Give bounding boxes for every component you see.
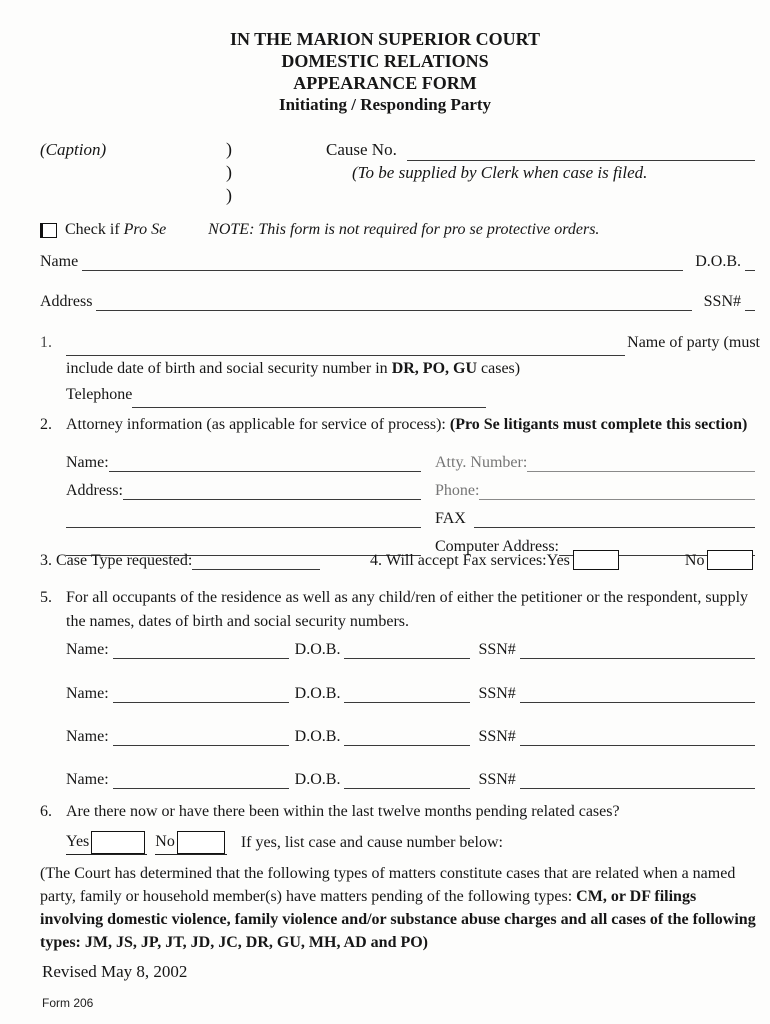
phone-label: Phone: (435, 482, 480, 499)
case-type-label (40, 552, 192, 570)
occupant-ssn-label: SSN# (478, 728, 516, 746)
occupant-4-dob-line[interactable] (344, 770, 470, 789)
fax-no-label: No (684, 552, 705, 569)
item-3-case-type (40, 551, 370, 570)
occupant-name-label: Name: (66, 771, 109, 789)
attorney-address-line-2[interactable] (66, 509, 421, 528)
pro-se-checkbox[interactable] (40, 223, 57, 238)
item-2-attorney-info (40, 416, 755, 556)
occupant-dob-label: D.O.B. (294, 641, 341, 659)
related-yes-label: Yes (66, 833, 90, 850)
attorney-name-label: Name: (66, 454, 109, 471)
fax-services-label (370, 552, 547, 570)
occupant-2-name-line[interactable] (113, 684, 289, 703)
occupant-dob-label: D.O.B. (294, 771, 341, 789)
cause-no-label: Cause No. (326, 140, 397, 159)
ssn-label: SSN# (703, 293, 741, 311)
name-line[interactable] (82, 252, 683, 271)
party-name-row (40, 252, 755, 271)
fax-yes-label: Yes (546, 552, 570, 569)
caption-paren-2: ) (226, 162, 232, 182)
form-number: Form 206 (42, 996, 94, 1010)
phone-line[interactable] (479, 481, 755, 500)
address-line[interactable] (96, 292, 691, 311)
fax-line[interactable] (474, 509, 755, 528)
occupant-3-name-line[interactable] (113, 727, 289, 746)
occupant-2-ssn-line[interactable] (520, 684, 755, 703)
attorney-name-line[interactable] (109, 453, 421, 472)
item-1-suffix: Name of party (must (627, 334, 760, 351)
item-5-number: 5. (40, 589, 52, 606)
check-if-text: Check if (65, 221, 120, 238)
fax-no-checkbox[interactable] (707, 550, 753, 570)
court-title-line: IN THE MARION SUPERIOR COURT (229, 29, 541, 49)
item-6-number: 6. (40, 803, 52, 820)
form-title-block (0, 28, 770, 116)
party-name-line[interactable] (66, 337, 625, 356)
occupant-row-3 (66, 727, 755, 746)
party-type-line: Initiating / Responding Party (278, 95, 492, 114)
cause-no-line[interactable] (407, 142, 755, 161)
occupant-1-ssn-line[interactable] (520, 640, 755, 659)
occupant-row-1 (66, 640, 755, 659)
attorney-address-label: Address: (66, 482, 123, 499)
item-1-case-codes: DR, PO, GU (391, 360, 478, 377)
occupant-row-2 (66, 684, 755, 703)
telephone-line[interactable] (132, 389, 486, 408)
caption-block (40, 138, 755, 207)
atty-number-line[interactable] (527, 453, 755, 472)
pro-se-italic-text: Pro Se (123, 221, 167, 238)
related-no-checkbox[interactable] (177, 831, 225, 854)
court-determination-note (40, 862, 762, 954)
occupant-3-dob-line[interactable] (344, 727, 470, 746)
division-title-line: DOMESTIC RELATIONS (281, 51, 489, 71)
court-note-bold: CM, or DF filings involving domestic violence, family violence and/or substance abuse charges and all cases of the following types: JM, JS, JP, JT, JD, JC, DR, GU, MH, AD and PO) (40, 888, 756, 951)
pro-se-row (40, 221, 755, 239)
fax-label: FAX (435, 510, 466, 527)
pro-se-check-label (65, 221, 166, 239)
occupant-name-label: Name: (66, 685, 109, 703)
occupant-ssn-label: SSN# (478, 685, 516, 703)
occupant-ssn-label: SSN# (478, 641, 516, 659)
item-2-number: 2. (40, 416, 52, 433)
item-4-fax-services (370, 550, 753, 570)
occupant-dob-label: D.O.B. (294, 685, 341, 703)
party-address-row (40, 292, 755, 311)
if-yes-instruction: If yes, list case and cause number below: (240, 834, 503, 851)
occupant-1-name-line[interactable] (113, 640, 289, 659)
occupant-4-name-line[interactable] (113, 770, 289, 789)
telephone-label: Telephone (66, 386, 133, 403)
occupant-1-dob-line[interactable] (344, 640, 470, 659)
related-yes-checkbox[interactable] (91, 831, 145, 854)
occupant-row-4 (66, 770, 755, 789)
dob-label: D.O.B. (695, 253, 741, 271)
caption-paren-3: ) (226, 185, 232, 205)
attorney-name-row (40, 444, 755, 472)
pro-se-note: NOTE: This form is not required for pro se protective orders. (208, 221, 600, 238)
address-label: Address (40, 293, 93, 311)
occupant-name-label: Name: (66, 641, 109, 659)
occupant-3-ssn-line[interactable] (520, 727, 755, 746)
attorney-address-row (40, 472, 755, 500)
ssn-line[interactable] (745, 292, 755, 311)
court-note-plain: (The Court has determined that the following types of matters constitute cases that are related when a named party, family or household member(s) have matters pending of the following types: (40, 865, 736, 905)
caption-label: (Caption) (40, 140, 107, 159)
item-2-heading-bold: (Pro Se litigants must complete this section) (449, 416, 748, 433)
item-3-number: 3. (40, 552, 52, 569)
form-name-line: APPEARANCE FORM (293, 73, 477, 93)
attorney-address-line[interactable] (123, 481, 421, 500)
item-6-question: Are there now or have there been within the last twelve months pending related cases? (66, 803, 620, 820)
name-label: Name (40, 253, 79, 271)
item-6-related-cases (40, 800, 760, 855)
item-1-cont-tail: cases) (477, 360, 521, 377)
related-no-group (155, 830, 227, 855)
occupant-4-ssn-line[interactable] (520, 770, 755, 789)
caption-paren-1: ) (226, 139, 232, 159)
revised-date: Revised May 8, 2002 (42, 962, 188, 981)
item-5-instructions: For all occupants of the residence as well as any child/ren of either the petitioner or the respondent, supply the names, dates of birth and social security numbers. (66, 589, 749, 630)
fax-services-label-text: Will accept Fax services: (386, 552, 547, 569)
related-no-label: No (155, 833, 175, 850)
occupant-2-dob-line[interactable] (344, 684, 470, 703)
item-2-heading (40, 416, 755, 434)
clerk-note: (To be supplied by Clerk when case is filed. (352, 163, 648, 182)
fax-yes-checkbox[interactable] (573, 550, 619, 570)
items-3-4-row (40, 550, 755, 570)
item-1-continuation (40, 356, 760, 382)
computer-address-label: Computer Address: (435, 538, 559, 555)
occupant-name-label: Name: (66, 728, 109, 746)
occupant-ssn-label: SSN# (478, 771, 516, 789)
item-1-party-name (40, 330, 760, 408)
related-cases-yesno-row (40, 830, 760, 855)
case-type-line[interactable] (192, 551, 320, 570)
case-type-label-text: Case Type requested: (56, 552, 193, 569)
item-1-cont-plain: include date of birth and social security number in (66, 360, 392, 377)
item-2-heading-plain: Attorney information (as applicable for service of process): (66, 416, 450, 433)
dob-line[interactable] (745, 252, 755, 271)
item-1-number: 1. (40, 334, 52, 351)
item-4-number: 4. (370, 552, 382, 569)
attorney-fax-row (40, 500, 755, 528)
related-yes-group (66, 830, 147, 855)
atty-number-label: Atty. Number: (435, 454, 528, 471)
item-5-occupants (40, 586, 760, 634)
occupant-dob-label: D.O.B. (294, 728, 341, 746)
